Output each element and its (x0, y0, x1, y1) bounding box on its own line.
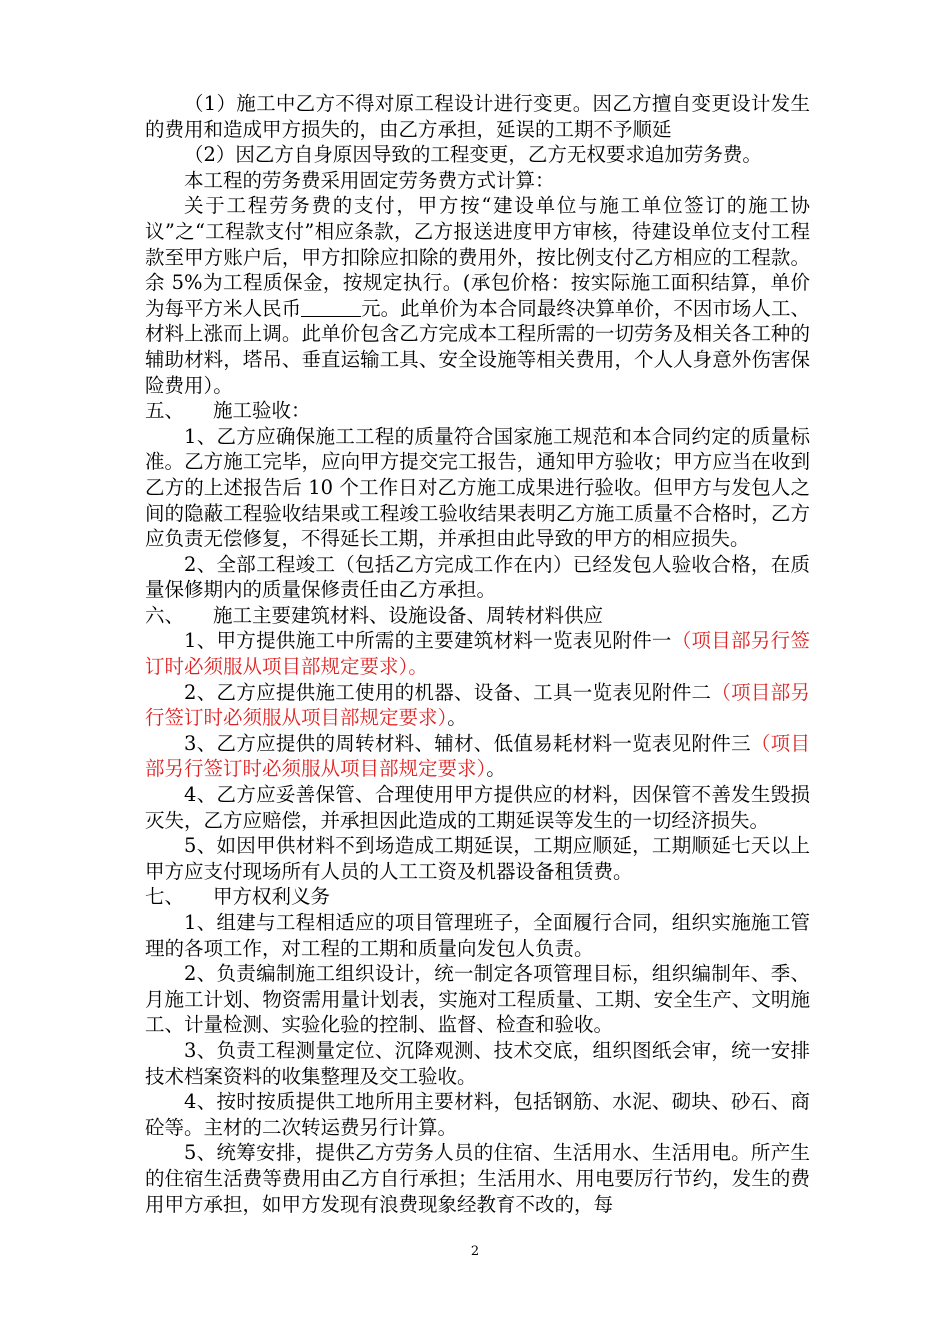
fee-payment-text-cont: 元。此单价为本合同最终决算单价，不因市场人工、材料上涨而上调。此单价包含乙方完成本工程所需的一切劳务及相关各工种的辅助材料，塔吊、垂直运输工具、安全设施等相关费用，个人人身意外伤害保险费用）。 (145, 296, 810, 397)
document-body (145, 91, 810, 1217)
materials-item-3-note: （项目部另行签订时必须服从项目部规定要求） (145, 731, 810, 781)
party-a-item-2: 2、负责编制施工组织设计，统一制定各项管理目标，组织编制年、季、月施工计划、物资需用量计划表，实施对工程质量、工期、安全生产、文明施工、计量检测、实验化验的控制、监督、检查和验收。 (145, 962, 810, 1037)
fee-payment-text: 关于工程劳务费的支付，甲方按“建设单位与施工单位签订的施工协议”之“工程款支付”相应条款，乙方报送进度甲方审核，待建设单位支付工程款至甲方账户后，甲方扣除应扣除的费用外，按比例支付乙方相应的工程款。余 5%为工程质保金，按规定执行。(承包价格：按实际施工面积结算，单价为每平方米人民币 (145, 194, 810, 320)
section-title: 施工主要建筑材料、设施设备、周转材料供应 (213, 603, 604, 627)
materials-item-5: 5、如因甲供材料不到场造成工期延误，工期应顺延，工期顺延七天以上甲方应支付现场所有人员的人工工资及机器设备租赁费。 (145, 834, 810, 883)
paragraph-fee-payment (145, 193, 810, 398)
materials-item-1 (145, 628, 810, 679)
materials-item-3-end: 。 (486, 757, 506, 781)
section-heading-materials (145, 603, 810, 629)
unit-price-blank (301, 298, 361, 317)
section-heading-party-a (145, 884, 810, 910)
acceptance-item-2: 2、全部工程竣工（包括乙方完成工作在内）已经发包人验收合格，在质量保修期内的质量保修责任由乙方承担。 (145, 552, 810, 602)
materials-item-1-text: 1、甲方提供施工中所需的主要建筑材料一览表见附件一 (184, 629, 672, 653)
party-a-item-4: 4、按时按质提供工地所用主要材料，包括钢筋、水泥、砌块、砂石、商砼等。主材的二次转运费另行计算。 (145, 1090, 810, 1139)
materials-item-2-text: 2、乙方应提供施工使用的机器、设备、工具一览表见附件二 (184, 680, 712, 704)
paragraph-design-change: （1）施工中乙方不得对原工程设计进行变更。因乙方擅自变更设计发生的费用和造成甲方损失的，由乙方承担，延误的工期不予顺延 (145, 92, 810, 141)
party-a-item-3: 3、负责工程测量定位、沉降观测、技术交底，组织图纸会审，统一安排技术档案资料的收集整理及交工验收。 (145, 1038, 810, 1088)
materials-item-4: 4、乙方应妥善保管、合理使用甲方提供应的材料，因保管不善发生毁损灭失，乙方应赔偿，并承担因此造成的工期延误等发生的一切经济损失。 (145, 783, 810, 832)
section-number: 六、 (145, 603, 185, 627)
materials-item-2-note: （项目部另行签订时必须服从项目部规定要求） (145, 680, 810, 730)
materials-item-2-end: 。 (447, 706, 467, 730)
section-title: 甲方权利义务 (213, 885, 331, 909)
paragraph-fee-method: 本工程的劳务费采用固定劳务费方式计算： (184, 168, 555, 192)
materials-item-3-text: 3、乙方应提供的周转材料、辅材、低值易耗材料一览表见附件三 (184, 731, 751, 755)
materials-item-1-note: （项目部另行签订时必须服从项目部规定要求）。 (145, 629, 810, 679)
acceptance-item-1: 1、乙方应确保施工工程的质量符合国家施工规范和本合同约定的质量标准。乙方施工完毕，应向甲方提交完工报告，通知甲方验收；甲方应当在收到乙方的上述报告后 10 个工作日对乙方施工成果进行验收。但甲方与发包人之间的隐蔽工程验收结果或工程竣工验收结果表明乙方施工质量不合格时，乙方应负责无偿修复，不得延长工期，并承担由此导致的甲方的相应损失。 (145, 424, 810, 551)
party-a-item-1: 1、组建与工程相适应的项目管理班子，全面履行合同，组织实施施工管理的各项工作，对工程的工期和质量向发包人负责。 (145, 911, 810, 960)
section-number: 七、 (145, 885, 185, 909)
section-heading-acceptance (145, 398, 810, 424)
paragraph-engineering-change: （2）因乙方自身原因导致的工程变更，乙方无权要求追加劳务费。 (184, 143, 762, 167)
section-number: 五、 (145, 399, 185, 423)
materials-item-3 (145, 731, 810, 782)
section-title: 施工验收： (213, 399, 311, 423)
materials-item-2 (145, 680, 810, 731)
page-number: 2 (470, 1244, 480, 1259)
party-a-item-5: 5、统筹安排，提供乙方劳务人员的住宿、生活用水、生活用电。所产生的住宿生活费等费用由乙方自行承担；生活用水、用电要厉行节约，发生的费用甲方承担，如甲方发现有浪费现象经教育不改的，每 (145, 1141, 810, 1216)
